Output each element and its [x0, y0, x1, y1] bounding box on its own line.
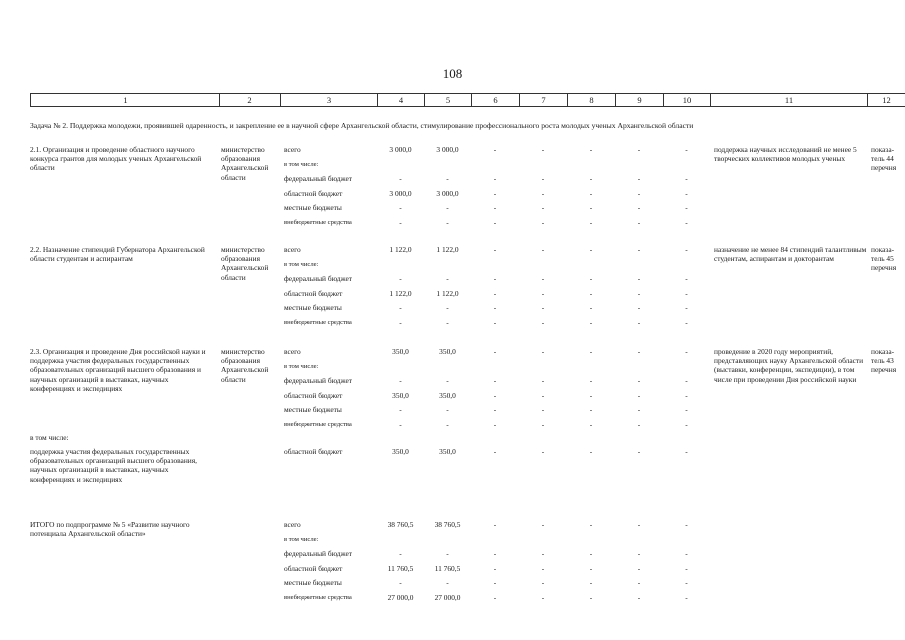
funding-source: областной бюджет [284, 288, 343, 298]
activity-description: 2.1. Организация и проведение областного научного конкурса грантов для молодых ученых Архангельской области [30, 145, 202, 173]
funding-value-c9: - [637, 578, 641, 587]
funding-value-c10: - [685, 592, 688, 602]
funding-value-c7: - [541, 520, 545, 529]
funding-value-c4: 350,0 [392, 447, 409, 456]
funding-value-c7: - [541, 390, 545, 400]
funding-source: федеральный бюджет [284, 376, 353, 385]
funding-value-c4: - [399, 376, 402, 385]
funding-value-c7: - [541, 145, 545, 154]
funding-value-c7: - [541, 245, 545, 254]
funding-value-c8: - [589, 578, 593, 587]
funding-source: местные бюджеты [284, 303, 342, 312]
funding-value-c5: - [446, 274, 449, 283]
funding-value-c8: - [589, 592, 593, 602]
total-title: ИТОГО по подпрограмме № 5 «Развитие научного потенциала Архангельской области» [30, 520, 190, 539]
funding-value-c6: - [493, 592, 497, 602]
funding-value-c6: - [493, 203, 497, 212]
funding-value-c7: - [541, 592, 545, 602]
funding-value-c10: - [685, 447, 688, 456]
funding-value-c8: - [589, 520, 593, 529]
funding-value-c9: - [637, 203, 641, 212]
funding-value-c10: - [685, 245, 688, 254]
funding-value-c8: - [589, 447, 593, 456]
funding-value-c9: - [637, 390, 641, 400]
subitem-description: поддержка участия федеральных государственных образовательных организаций высшего образования, научных организаций в выставках, научных конференциях и экспедициях [30, 447, 197, 484]
funding-value-c6: - [493, 174, 497, 183]
funding-value-c7: - [541, 563, 545, 573]
funding-value-c5: 350,0 [439, 447, 456, 456]
funding-source: федеральный бюджет [284, 549, 353, 558]
funding-source: областной бюджет [284, 563, 343, 573]
column-header-4: 4 [377, 94, 424, 106]
funding-value-c9: - [637, 592, 641, 602]
funding-value-c4: 11 760,5 [387, 563, 414, 573]
funding-value-c5: - [446, 419, 449, 429]
funding-value-c6: - [493, 274, 497, 283]
funding-value-c9: - [637, 549, 641, 558]
funding-value-c9: - [637, 174, 641, 183]
column-header-5: 5 [424, 94, 471, 106]
funding-source: областной бюджет [284, 188, 343, 198]
expected-result: проведение в 2020 году мероприятий, представляющих науку Архангельской области (выставки, конференции, экспедиции), в том числе при проведении Дня российской науки [714, 347, 864, 384]
funding-source: внебюджетные средства [284, 218, 352, 226]
funding-value-c6: - [493, 303, 497, 312]
funding-source: областной бюджет [284, 447, 343, 456]
funding-value-c10: - [685, 317, 688, 327]
funding-value-c8: - [589, 549, 593, 558]
funding-value-c4: - [399, 405, 402, 414]
funding-value-c9: - [637, 405, 641, 414]
funding-value-c7: - [541, 578, 545, 587]
funding-source: федеральный бюджет [284, 174, 353, 183]
activity-description: 2.3. Организация и проведение Дня российской науки и поддержка участия федеральных государственных образовательных организаций высшего образования и научных организаций в выставках, научных конференциях и экспедициях [30, 347, 206, 393]
responsible-executor: министерство образования Архангельской области [221, 145, 269, 182]
funding-value-c4: - [399, 419, 402, 429]
funding-source: в том числе: [284, 535, 319, 543]
funding-value-c7: - [541, 174, 545, 183]
funding-value-c4: - [399, 578, 402, 587]
funding-value-c5: 350,0 [439, 347, 456, 356]
funding-value-c10: - [685, 419, 688, 429]
funding-source: в том числе: [284, 160, 319, 168]
responsible-executor: министерство образования Архангельской области [221, 347, 269, 384]
funding-value-c9: - [637, 347, 641, 356]
funding-source: в том числе: [284, 362, 319, 370]
funding-value-c9: - [637, 563, 641, 573]
funding-value-c8: - [589, 419, 593, 429]
funding-value-c10: - [685, 188, 688, 198]
funding-value-c5: 1 122,0 [436, 288, 459, 298]
funding-source: местные бюджеты [284, 578, 342, 587]
funding-value-c6: - [493, 376, 497, 385]
funding-value-c10: - [685, 303, 688, 312]
target-indicator: показа-тель 45 перечня [871, 245, 897, 273]
funding-value-c7: - [541, 347, 545, 356]
column-header-12: 12 [867, 94, 905, 106]
funding-value-c8: - [589, 274, 593, 283]
column-header-8: 8 [567, 94, 615, 106]
column-header-2: 2 [219, 94, 279, 106]
funding-value-c7: - [541, 288, 545, 298]
task-title: Задача № 2. Поддержка молодежи, проявившей одаренность, и закрепление ее в научной сфере Архангельской области, стимулирование профессионального роста молодых ученых Архангельской области [30, 121, 694, 130]
column-header-10: 10 [663, 94, 710, 106]
funding-value-c10: - [685, 390, 688, 400]
target-indicator: показа-тель 43 перечня [871, 347, 897, 375]
column-header-7: 7 [519, 94, 567, 106]
funding-value-c6: - [493, 419, 497, 429]
funding-value-c5: - [446, 203, 449, 212]
funding-value-c9: - [637, 288, 641, 298]
funding-value-c8: - [589, 217, 593, 227]
funding-value-c10: - [685, 145, 688, 154]
funding-value-c7: - [541, 203, 545, 212]
funding-value-c4: - [399, 317, 402, 327]
funding-value-c5: - [446, 303, 449, 312]
funding-value-c6: - [493, 578, 497, 587]
funding-value-c8: - [589, 405, 593, 414]
funding-value-c10: - [685, 376, 688, 385]
funding-value-c4: - [399, 303, 402, 312]
column-header-3: 3 [280, 94, 377, 106]
funding-source: местные бюджеты [284, 203, 342, 212]
funding-value-c5: 38 760,5 [434, 520, 461, 529]
funding-value-c9: - [637, 520, 641, 529]
column-header-6: 6 [471, 94, 519, 106]
funding-source: всего [284, 520, 301, 529]
column-header-11: 11 [710, 94, 867, 106]
funding-value-c8: - [589, 303, 593, 312]
funding-value-c9: - [637, 145, 641, 154]
funding-value-c7: - [541, 419, 545, 429]
target-indicator: показа-тель 44 перечня [871, 145, 897, 173]
funding-value-c4: - [399, 217, 402, 227]
funding-value-c8: - [589, 245, 593, 254]
funding-value-c6: - [493, 145, 497, 154]
funding-value-c6: - [493, 520, 497, 529]
funding-value-c10: - [685, 578, 688, 587]
funding-value-c4: 3 000,0 [389, 145, 412, 154]
funding-value-c7: - [541, 376, 545, 385]
funding-source: федеральный бюджет [284, 274, 353, 283]
column-header-row [30, 93, 905, 107]
funding-value-c10: - [685, 174, 688, 183]
funding-value-c10: - [685, 203, 688, 212]
funding-value-c6: - [493, 405, 497, 414]
funding-value-c6: - [493, 563, 497, 573]
funding-value-c4: 38 760,5 [387, 520, 414, 529]
funding-value-c6: - [493, 188, 497, 198]
funding-source: внебюджетные средства [284, 420, 352, 428]
funding-value-c9: - [637, 188, 641, 198]
funding-value-c10: - [685, 563, 688, 573]
page-number: 108 [442, 66, 463, 81]
funding-source: внебюджетные средства [284, 318, 352, 326]
funding-value-c9: - [637, 317, 641, 327]
column-header-1: 1 [30, 94, 220, 106]
funding-value-c8: - [589, 376, 593, 385]
funding-value-c9: - [637, 245, 641, 254]
funding-value-c7: - [541, 188, 545, 198]
funding-value-c5: - [446, 376, 449, 385]
funding-value-c8: - [589, 347, 593, 356]
funding-value-c4: 3 000,0 [389, 188, 412, 198]
funding-value-c4: 1 122,0 [389, 245, 412, 254]
funding-value-c5: 1 122,0 [436, 245, 459, 254]
funding-value-c6: - [493, 390, 497, 400]
funding-value-c4: 350,0 [392, 347, 409, 356]
funding-value-c9: - [637, 217, 641, 227]
expected-result: назначение не менее 84 стипендий талантливым студентам, аспирантам и докторантам [714, 245, 867, 264]
funding-value-c10: - [685, 549, 688, 558]
funding-value-c9: - [637, 303, 641, 312]
funding-source: в том числе: [284, 260, 319, 268]
funding-value-c5: - [446, 578, 449, 587]
funding-value-c4: - [399, 549, 402, 558]
activity-description: 2.2. Назначение стипендий Губернатора Архангельской области студентам и аспирантам [30, 245, 205, 264]
funding-source: внебюджетные средства [284, 593, 352, 601]
funding-value-c7: - [541, 274, 545, 283]
funding-value-c10: - [685, 274, 688, 283]
funding-value-c5: 11 760,5 [434, 563, 461, 573]
funding-value-c5: - [446, 317, 449, 327]
funding-value-c5: 350,0 [439, 390, 456, 400]
funding-value-c6: - [493, 217, 497, 227]
funding-value-c6: - [493, 245, 497, 254]
subitem-label: в том числе: [30, 433, 69, 442]
funding-value-c9: - [637, 376, 641, 385]
funding-value-c6: - [493, 347, 497, 356]
funding-value-c5: - [446, 174, 449, 183]
funding-value-c7: - [541, 303, 545, 312]
funding-value-c4: - [399, 174, 402, 183]
funding-source: областной бюджет [284, 390, 343, 400]
funding-value-c4: 1 122,0 [389, 288, 412, 298]
funding-value-c4: - [399, 274, 402, 283]
funding-value-c7: - [541, 405, 545, 414]
funding-value-c8: - [589, 317, 593, 327]
funding-value-c6: - [493, 317, 497, 327]
funding-value-c8: - [589, 174, 593, 183]
funding-value-c5: 27 000,0 [434, 592, 461, 602]
funding-value-c4: 27 000,0 [387, 592, 414, 602]
funding-source: местные бюджеты [284, 405, 342, 414]
column-header-9: 9 [615, 94, 663, 106]
funding-value-c7: - [541, 447, 545, 456]
funding-value-c8: - [589, 390, 593, 400]
funding-value-c9: - [637, 419, 641, 429]
funding-value-c5: 3 000,0 [436, 188, 459, 198]
funding-value-c10: - [685, 520, 688, 529]
funding-value-c4: - [399, 203, 402, 212]
funding-source: всего [284, 347, 301, 356]
funding-value-c10: - [685, 288, 688, 298]
funding-value-c6: - [493, 549, 497, 558]
funding-value-c4: 350,0 [392, 390, 409, 400]
funding-value-c5: - [446, 549, 449, 558]
funding-value-c10: - [685, 217, 688, 227]
funding-value-c10: - [685, 405, 688, 414]
funding-value-c8: - [589, 288, 593, 298]
funding-source: всего [284, 245, 301, 254]
funding-value-c8: - [589, 203, 593, 212]
funding-value-c5: - [446, 405, 449, 414]
funding-value-c9: - [637, 447, 641, 456]
funding-value-c10: - [685, 347, 688, 356]
funding-value-c6: - [493, 447, 497, 456]
funding-value-c8: - [589, 563, 593, 573]
funding-value-c8: - [589, 188, 593, 198]
funding-source: всего [284, 145, 301, 154]
funding-value-c5: - [446, 217, 449, 227]
funding-value-c5: 3 000,0 [436, 145, 459, 154]
funding-value-c6: - [493, 288, 497, 298]
responsible-executor: министерство образования Архангельской области [221, 245, 269, 282]
expected-result: поддержка научных исследований не менее 5 творческих коллективов молодых ученых [714, 145, 857, 164]
funding-value-c7: - [541, 217, 545, 227]
funding-value-c9: - [637, 274, 641, 283]
funding-value-c7: - [541, 549, 545, 558]
funding-value-c8: - [589, 145, 593, 154]
funding-value-c7: - [541, 317, 545, 327]
